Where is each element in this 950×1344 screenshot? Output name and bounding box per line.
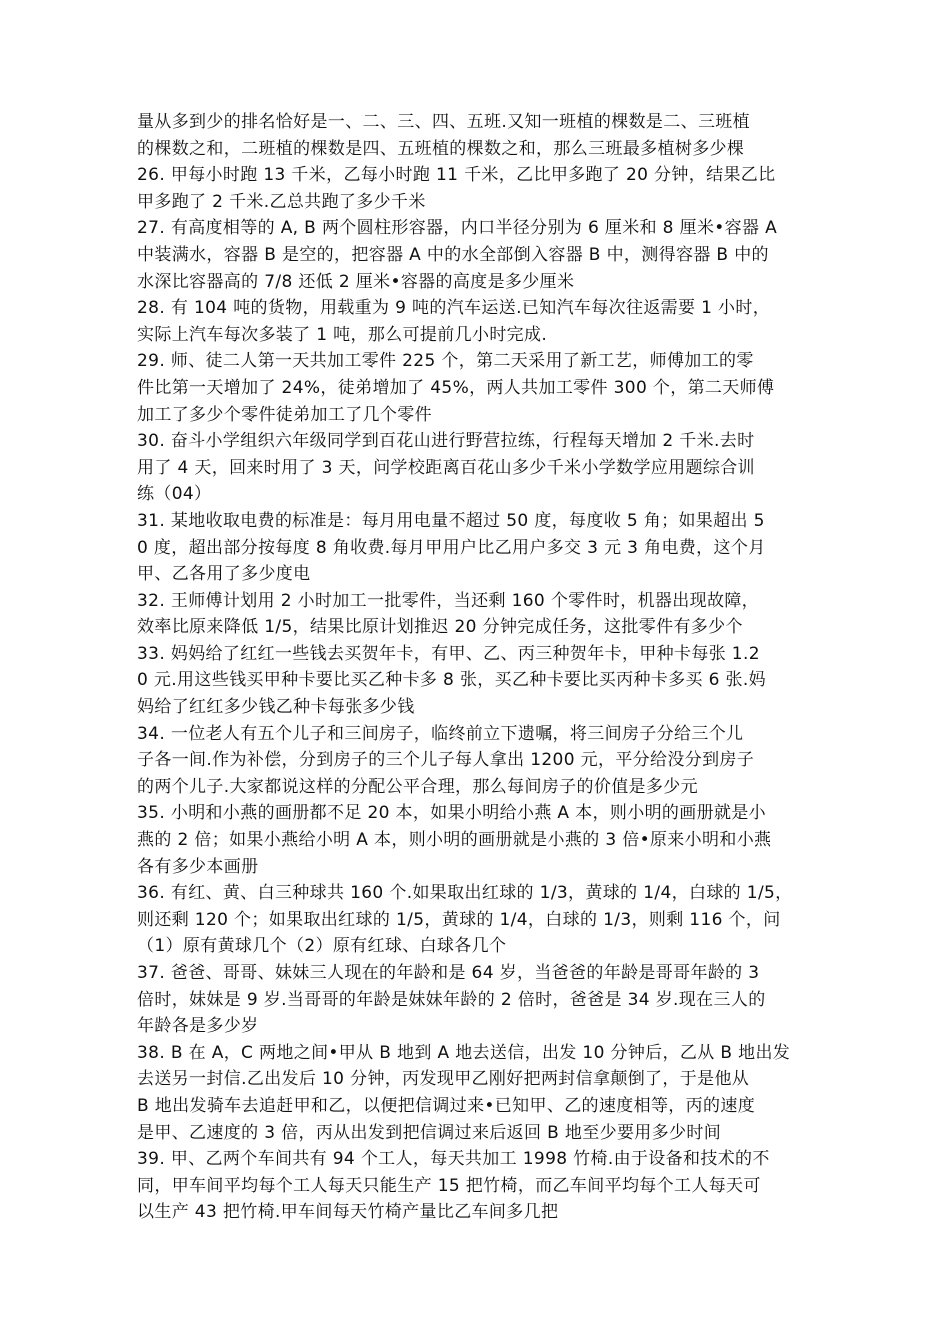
- text-line: 年龄各是多少岁: [137, 1016, 259, 1037]
- text-line: 是甲、乙速度的 3 倍，丙从出发到把信调过来后返回 B 地至少要用多少时间: [137, 1122, 722, 1143]
- text-line: 0 元.用这些钱买甲种卡要比买乙种卡多 8 张，买乙种卡要比买丙种卡多买 6 张.妈: [137, 670, 766, 691]
- text-line: 30. 奋斗小学组织六年级同学到百花山进行野营拉练，行程每天增加 2 千米.去时: [137, 431, 755, 452]
- text-line: 37. 爸爸、哥哥、妹妹三人现在的年龄和是 64 岁，当爸爸的年龄是哥哥年龄的 3: [137, 963, 760, 983]
- text-line: 中装满水，容器 B 是空的，把容器 A 中的水全部倒入容器 B 中，测得容器 B 中的: [137, 244, 769, 265]
- document-text: [137, 109, 837, 1226]
- text-line: 甲、乙各用了多少度电: [137, 564, 311, 585]
- text-line: 35. 小明和小燕的画册都不足 20 本，如果小明给小燕 A 本，则小明的画册就是小: [137, 803, 767, 824]
- text-line: 27. 有高度相等的 A, B 两个圆柱形容器，内口半径分别为 6 厘米和 8 厘米•容器 A: [137, 218, 778, 239]
- text-line: 用了 4 天，回来时用了 3 天，问学校距离百花山多少千米小学数学应用题综合训: [137, 457, 755, 478]
- text-line: 38. B 在 A，C 两地之间•甲从 B 地到 A 地去送信，出发 10 分钟后，乙从 B 地出发: [137, 1042, 791, 1063]
- text-line: 加工了多少个零件徒弟加工了几个零件: [137, 404, 432, 425]
- text-line: 36. 有红、黄、白三种球共 160 个.如果取出红球的 1/3，黄球的 1/4，白球的 1/5，: [137, 883, 793, 904]
- text-line: 件比第一天增加了 24%，徒弟增加了 45%，两人共加工零件 300 个，第二天师傅: [137, 377, 775, 398]
- text-line: 效率比原来降低 1/5，结果比原计划推迟 20 分钟完成任务，这批零件有多少个: [137, 617, 743, 638]
- text-line: 0 度，超出部分按每度 8 角收费.每月甲用户比乙用户多交 3 元 3 角电费，这个月: [137, 537, 766, 558]
- text-line: 28. 有 104 吨的货物，用载重为 9 吨的汽车运送.已知汽车每次往返需要 1 小时，: [137, 298, 771, 319]
- text-line: 的两个儿子.大家都说这样的分配公平合理，那么每间房子的价值是多少元: [137, 776, 698, 797]
- text-line: 实际上汽车每次多装了 1 吨，那么可提前几小时完成.: [137, 324, 548, 345]
- text-line: 31. 某地收取电费的标准是：每月用电量不超过 50 度，每度收 5 角；如果超出 5: [137, 510, 765, 531]
- text-line: 各有多少本画册: [137, 856, 259, 877]
- text-line: 以生产 43 把竹椅.甲车间每天竹椅产量比乙车间多几把: [137, 1202, 559, 1223]
- text-line: 的棵数之和，二班植的棵数是四、五班植的棵数之和，那么三班最多植树多少棵: [137, 138, 745, 159]
- text-line: 33. 妈妈给了红红一些钱去买贺年卡，有甲、乙、丙三种贺年卡，甲种卡每张 1.2: [137, 643, 760, 664]
- text-line: （1）原有黄球几个（2）原有红球、白球各几个: [137, 936, 507, 957]
- text-line: 26. 甲每小时跑 13 千米，乙每小时跑 11 千米，乙比甲多跑了 20 分钟，结果乙比: [137, 165, 776, 186]
- text-line: B 地出发骑车去追赶甲和乙，以便把信调过来•已知甲、乙的速度相等，丙的速度: [137, 1095, 756, 1116]
- text-line: 燕的 2 倍；如果小燕给小明 A 本，则小明的画册就是小燕的 3 倍•原来小明和小燕: [137, 830, 772, 851]
- text-line: 妈给了红红多少钱乙种卡每张多少钱: [137, 697, 415, 718]
- text-line: 练（04）: [137, 484, 212, 505]
- text-line: 水深比容器高的 7/8 还低 2 厘米•容器的高度是多少厘米: [137, 271, 575, 292]
- text-line: 量从多到少的排名恰好是一、二、三、四、五班.又知一班植的棵数是二、三班植: [137, 112, 751, 132]
- text-line: 则还剩 120 个；如果取出红球的 1/5，黄球的 1/4，白球的 1/3，则剩 116 个，问: [137, 909, 781, 930]
- text-line: 倍时，妹妹是 9 岁.当哥哥的年龄是妹妹年龄的 2 倍时，爸爸是 34 岁.现在三人的: [137, 989, 766, 1010]
- text-line: 39. 甲、乙两个车间共有 94 个工人，每天共加工 1998 竹椅.由于设备和技术的不: [137, 1149, 770, 1170]
- text-line: 32. 王师傅计划用 2 小时加工一批零件，当还剩 160 个零件时，机器出现故障，: [137, 590, 760, 611]
- text-line: 去送另一封信.乙出发后 10 分钟，丙发现甲乙刚好把两封信拿颠倒了，于是他从: [137, 1069, 750, 1090]
- text-line: 同，甲车间平均每个工人每天只能生产 15 把竹椅，而乙车间平均每个工人每天可: [137, 1175, 761, 1196]
- text-line: 29. 师、徒二人第一天共加工零件 225 个，第二天采用了新工艺，师傅加工的零: [137, 351, 754, 372]
- text-line: 甲多跑了 2 千米.乙总共跑了多少千米: [137, 191, 426, 212]
- text-line: 子各一间.作为补偿，分到房子的三个儿子每人拿出 1200 元，平分给没分到房子: [137, 750, 755, 771]
- text-line: 34. 一位老人有五个儿子和三间房子，临终前立下遗嘱，将三间房子分给三个儿: [137, 723, 744, 744]
